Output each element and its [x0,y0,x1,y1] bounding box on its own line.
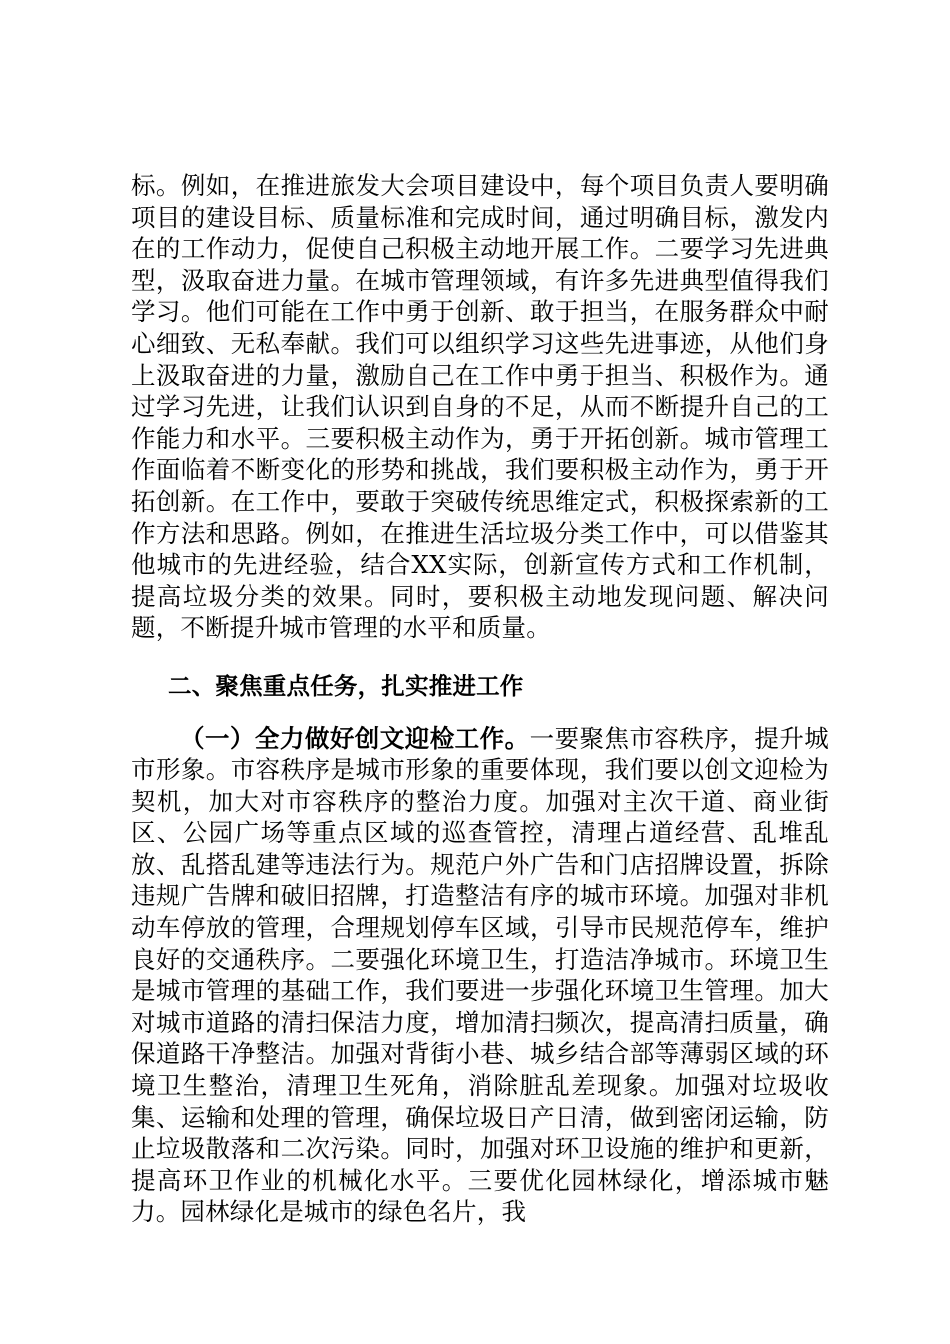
subsection-title: （一）全力做好创文迎检工作。 [180,723,530,753]
paragraph-body-text: 一要聚焦市容秩序，提升城市形象。市容秩序是城市形象的重要体现，我们要以创文迎检为契机，加大对市容秩序的整治力度。加强对主次干道、商业街区、公园广场等重点区域的巡查管控，清理占道经营、乱堆乱放、乱搭乱建等违法行为。规范户外广告和门店招牌设置，拆除违规广告牌和破旧招牌，打造整洁有序的城市环境。加强对非机动车停放的管理，合理规划停车区域，引导市民规范停车，维护良好的交通秩序。二要强化环境卫生，打造洁净城市。环境卫生是城市管理的基础工作，我们要进一步强化环境卫生管理。加大对城市道路的清扫保洁力度，增加清扫频次，提高清扫质量，确保道路干净整洁。加强对背街小巷、城乡结合部等薄弱区域的环境卫生整治，清理卫生死角，消除脏乱差现象。加强对垃圾收集、运输和处理的管理，确保垃圾日产日清，做到密闭运输，防止垃圾散落和二次污染。同时，加强对环卫设施的维护和更新，提高环卫作业的机械化水平。三要优化园林绿化，增添城市魅力。园林绿化是城市的绿色名片，我 [131,723,829,1227]
paragraph-section-one [131,723,829,1229]
document-body [131,170,829,1228]
paragraph-continued: 标。例如，在推进旅发大会项目建设中，每个项目负责人要明确项目的建设目标、质量标准和完成时间，通过明确目标，激发内在的工作动力，促使自己积极主动地开展工作。二要学习先进典型，汲取奋进力量。在城市管理领域，有许多先进典型值得我们学习。他们可能在工作中勇于创新、敢于担当，在服务群众中耐心细致、无私奉献。我们可以组织学习这些先进事迹，从他们身上汲取奋进的力量，激励自己在工作中勇于担当、积极作为。通过学习先进，让我们认识到自身的不足，从而不断提升自己的工作能力和水平。三要积极主动作为，勇于开拓创新。城市管理工作面临着不断变化的形势和挑战，我们要积极主动作为，勇于开拓创新。在工作中，要敢于突破传统思维定式，积极探索新的工作方法和思路。例如，在推进生活垃圾分类工作中，可以借鉴其他城市的先进经验，结合XX实际，创新宣传方式和工作机制，提高垃圾分类的效果。同时，要积极主动地发现问题、解决问题，不断提升城市管理的水平和质量。 [131,171,829,643]
section-heading: 二、聚焦重点任务，扎实推进工作 [168,671,524,700]
